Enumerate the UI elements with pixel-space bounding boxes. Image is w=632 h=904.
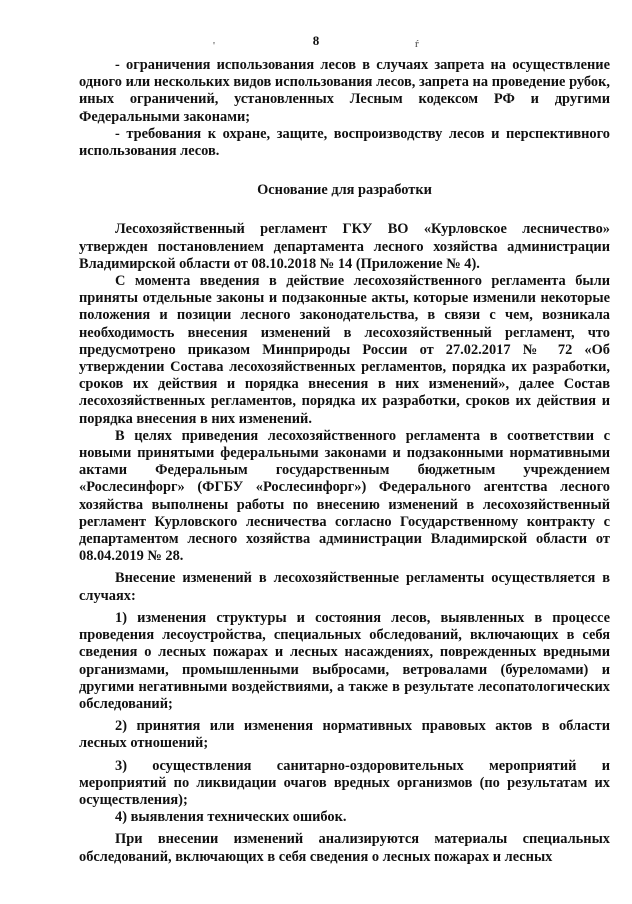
paragraph: Лесохозяйственный регламент ГКУ ВО «Курловское лесничество» утвержден постановлением департамента лесного хозяйства администрации Владимирской области от 08.10.2018 № 14 (Приложение № 4).: [79, 221, 610, 272]
paragraph: В целях приведения лесохозяйственного регламента в соответствии с новыми принятыми федеральными законами и подзаконными нормативными актами Федеральным государственным бюджетным учреждением «Рослесинфорг» (ФГБУ «Рослесинфорг») Федерального агентства лесного хозяйства выполнены работы по внесению изменений в лесохозяйственный регламент Курловского лесничества согласно Государственному контракту с департаментом лесного хозяйства администрации Владимирской области от 08.04.2019 № 28.: [79, 427, 610, 565]
paragraph: С момента введения в действие лесохозяйственного регламента были приняты отдельные законы и подзаконные акты, которые изменили некоторые положения и позиции лесного законодательства, в связи с чем, возникала необходимость внесения изменений в лесохозяйственный регламент, что предусмотрено приказом Минприроды России от 27.02.2017 № 72 «Об утверждении Состава лесохозяйственных регламентов, порядка их разработки, сроков их действия и порядка внесения в них изменений», далее Состав лесохозяйственных регламентов, порядка их разработки, сроков их действия и порядка внесения в них изменений.: [79, 273, 610, 427]
case-item: 3) осуществления санитарно-оздоровительных мероприятий и мероприятий по ликвидации очагов вредных организмов (по результатам их осуществления);: [79, 757, 610, 808]
document-body: [79, 57, 610, 866]
section-title: Основание для разработки: [257, 182, 432, 199]
intro-item: - требования к охране, защите, воспроизводству лесов и перспективного использования лесов.: [79, 125, 610, 160]
case-item: 2) принятия или изменения нормативных правовых актов в области лесных отношений;: [79, 718, 610, 752]
case-item: 1) изменения структуры и состояния лесов, выявленных в процессе проведения лесоустройства, специальных обследований, включающих в себя сведения о лесных пожарах и лесных насаждениях, поврежденных вредными организмами, промышленными выбросами, ветровалами (буреломами) и другими негативными воздействиями, а также в результате лесопатологических обследований;: [79, 609, 610, 712]
intro-item: - ограничения использования лесов в случаях запрета на осуществление одного или нескольких видов использования лесов, запрета на проведение рубок, иных ограничений, установленных Лесным кодексом РФ и другими Федеральными законами;: [79, 57, 610, 125]
page-number: 8: [312, 33, 320, 48]
scan-mark: ŕ: [415, 38, 419, 50]
case-item: 4) выявления технических ошибок.: [115, 809, 347, 826]
closing-paragraph: При внесении изменений анализируются материалы специальных обследований, включающих в себя сведения о лесных пожарах и лесных: [79, 831, 610, 865]
paragraph: Внесение изменений в лесохозяйственные регламенты осуществляется в случаях:: [79, 570, 610, 604]
scan-mark: ': [213, 40, 215, 52]
